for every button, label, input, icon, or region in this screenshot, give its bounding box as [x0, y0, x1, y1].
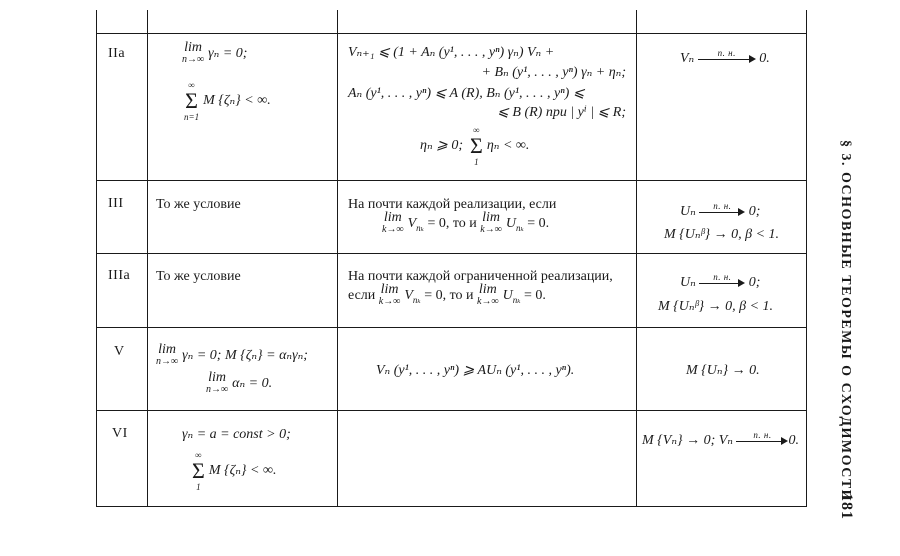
- row-number: IIa: [108, 46, 126, 61]
- result-line: M {Uₙ} → 0.: [686, 363, 760, 378]
- extra-lim-line: lim k→∞ $V_{n_k} = 0$, то и lim k→∞ $U_{n_k} = 0$.: [382, 210, 550, 235]
- condition-cell: lim n→∞ γₙ = 0;: [182, 40, 248, 65]
- extra-lim-line: если lim k→∞ $V_{n_k} = 0$, то и lim k→∞ $U_{n_k} = 0$.: [348, 282, 546, 307]
- row-divider-1: [96, 180, 807, 181]
- row-divider-3: [96, 327, 807, 328]
- extra-line: На почти каждой ограниченной реализации,: [348, 269, 613, 284]
- extra-line: Aₙ (y¹, . . . , yⁿ) ⩽ A (R), Bₙ (y¹, . . . , yⁿ) ⩽: [348, 86, 585, 101]
- extra-line: Vₙ₊₁ ⩽ (1 + Aₙ (y¹, . . . , yⁿ) γₙ) Vₙ +: [348, 45, 555, 60]
- extra-line: Vₙ (y¹, . . . , yⁿ) ⩾ AUₙ (y¹, . . . , yⁿ).: [376, 363, 575, 378]
- row-divider-top: [96, 33, 807, 34]
- table-border-left: [96, 10, 97, 507]
- result-line: Uₙ п. н. 0;: [680, 200, 761, 219]
- extra-line: + Bₙ (y¹, . . . , yⁿ) γₙ + ηₙ;: [481, 65, 626, 80]
- convergence-arrow-icon: п. н.: [699, 276, 745, 290]
- convergence-arrow-icon: п. н.: [736, 434, 788, 448]
- condition-sum: ∞ Σ 1 M {ζₙ} < ∞.: [192, 450, 277, 492]
- running-header: [835, 140, 855, 503]
- result-cell: Vₙ п. н. 0.: [680, 47, 770, 66]
- extra-line: На почти каждой реализации, если: [348, 197, 557, 212]
- condition-cell: То же условие: [156, 197, 241, 212]
- row-divider-bottom: [96, 506, 807, 507]
- convergence-arrow-icon: п. н.: [699, 205, 745, 219]
- row-divider-4: [96, 410, 807, 411]
- condition-line: lim n→∞ αₙ = 0.: [206, 370, 273, 395]
- row-number: III: [108, 196, 124, 211]
- row-divider-2: [96, 253, 807, 254]
- condition-cell: То же условие: [156, 269, 241, 284]
- table-border-right: [806, 10, 807, 507]
- convergence-arrow-icon: п. н.: [698, 52, 756, 66]
- row-number: VI: [112, 426, 128, 441]
- section-title: § 3. ОСНОВНЫЕ ТЕОРЕМЫ О СХОДИМОСТИ: [838, 140, 853, 503]
- row-number: V: [114, 344, 125, 359]
- page-number: 181: [838, 493, 855, 520]
- result-line: M {Uₙᵝ} → 0, β < 1.: [664, 227, 780, 242]
- table-divider-num: [147, 10, 148, 507]
- condition-line: lim n→∞ γₙ = 0; M {ζₙ} = αₙγₙ;: [156, 342, 308, 367]
- extra-line: ⩽ B (R) при | yⁱ | ⩽ R;: [497, 105, 626, 120]
- condition-sum: ∞ Σ n=1 M {ζₙ} < ∞.: [184, 80, 271, 122]
- condition-line: γₙ = a = const > 0;: [182, 427, 291, 442]
- extra-eta-line: ηₙ ⩾ 0; ∞ Σ 1 ηₙ < ∞.: [420, 125, 530, 167]
- table-divider-extra: [636, 10, 637, 507]
- result-line: Uₙ п. н. 0;: [680, 271, 761, 290]
- result-line: M {Vₙ} → 0; Vₙ п. н. 0.: [642, 429, 799, 448]
- table-divider-cond: [337, 10, 338, 507]
- result-line: M {Uₙᵝ} → 0, β < 1.: [658, 299, 774, 314]
- row-number: IIIa: [108, 268, 131, 283]
